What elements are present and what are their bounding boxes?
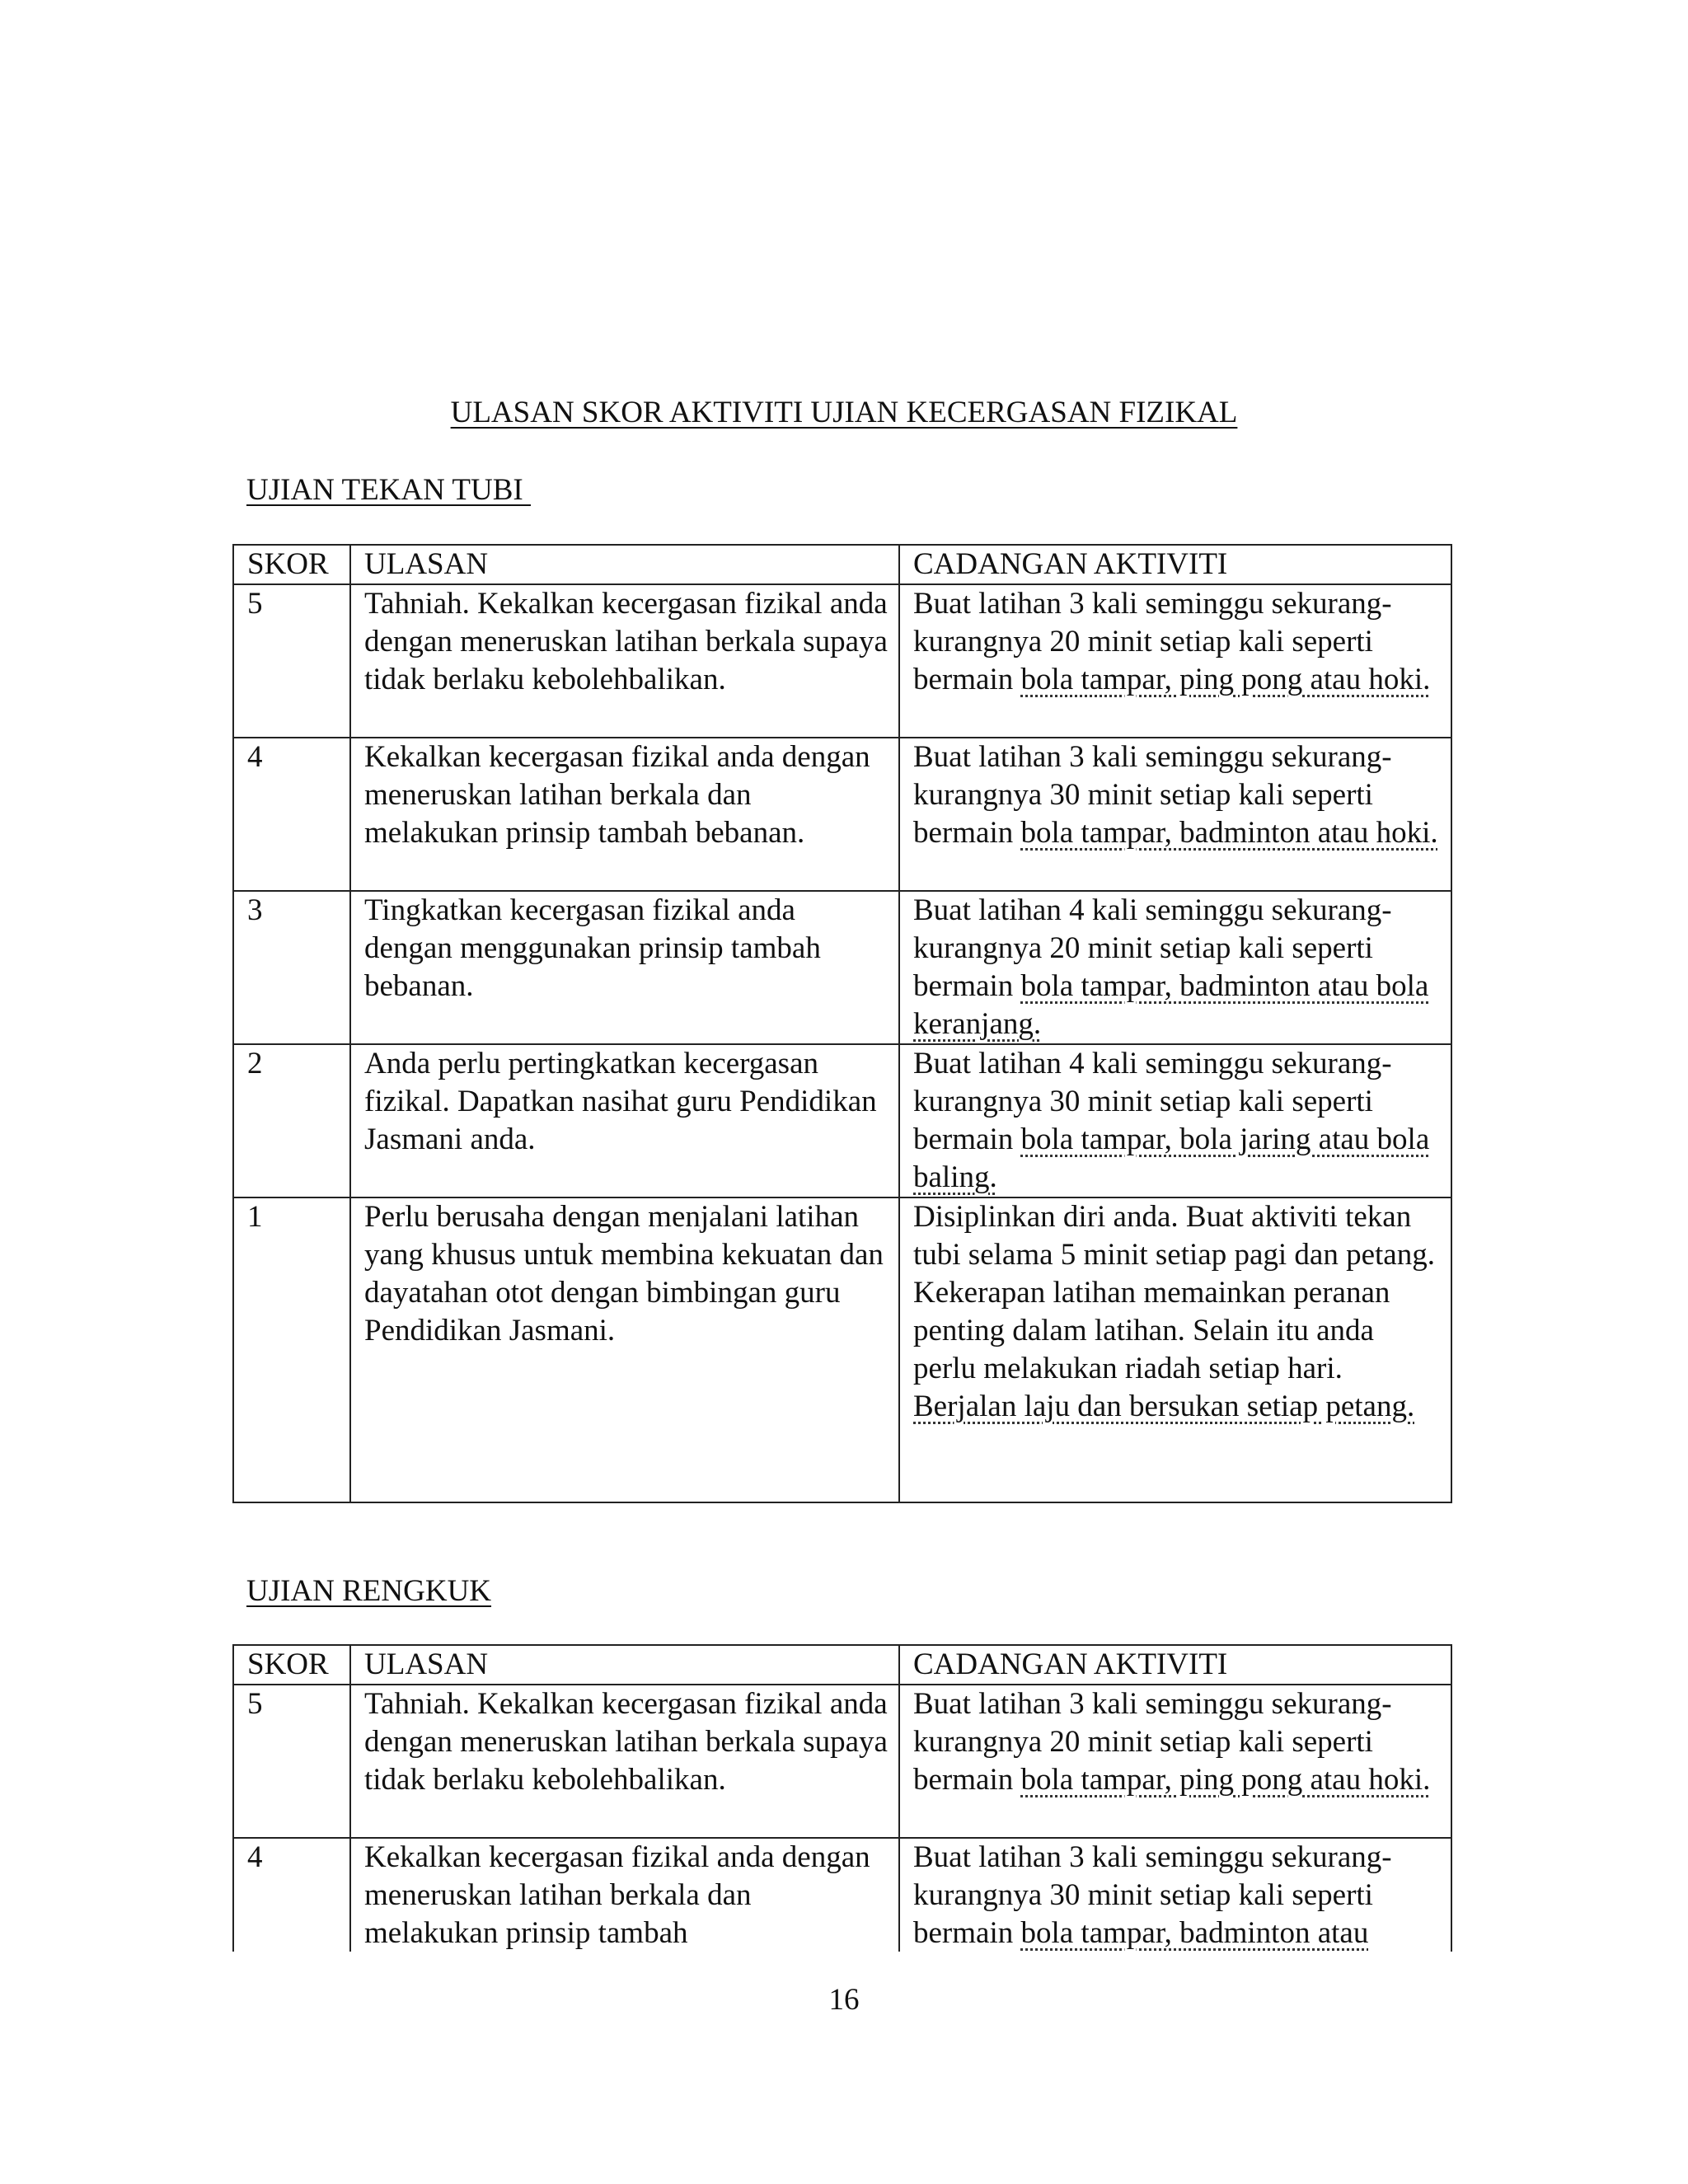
skor-cell: 2 <box>233 1044 350 1197</box>
cadangan-marked-text: bola tampar, badminton atau bola keranjang. <box>913 969 1429 1041</box>
column-header-cadangan: CADANGAN AKTIVITI <box>899 545 1451 584</box>
ulasan-cell: Tingkatkan kecergasan fizikal anda dengan menggunakan prinsip tambah bebanan. <box>350 891 899 1044</box>
skor-cell: 4 <box>233 738 350 891</box>
column-header-ulasan: ULASAN <box>350 1645 899 1685</box>
table-row <box>233 1685 1451 1838</box>
score-table-rengkuk <box>232 1644 1452 1952</box>
ulasan-cell: Kekalkan kecergasan fizikal anda dengan meneruskan latihan berkala dan melakukan prinsip tambah bebanan. <box>350 738 899 891</box>
cadangan-text: Buat latihan 3 kali seminggu sekurang-kurangnya 20 minit setiap kali seperti bermain <box>913 587 1392 696</box>
page-number: 16 <box>828 1983 860 2017</box>
cadangan-marked-text: bola tampar, ping pong atau hoki. <box>1020 663 1431 696</box>
column-header-skor: SKOR <box>233 1645 350 1685</box>
page-title: ULASAN SKOR AKTIVITI UJIAN KECERGASAN FIZIKAL <box>450 396 1238 429</box>
cadangan-text: Buat latihan 4 kali seminggu sekurang-kurangnya 20 minit setiap kali seperti bermain <box>913 893 1392 1003</box>
skor-cell: 5 <box>233 584 350 738</box>
column-header-ulasan: ULASAN <box>350 545 899 584</box>
column-header-cadangan: CADANGAN AKTIVITI <box>899 1645 1451 1685</box>
skor-cell: 5 <box>233 1685 350 1838</box>
skor-cell: 1 <box>233 1197 350 1502</box>
section-heading-tekan-tubi: UJIAN TEKAN TUBI <box>246 473 531 507</box>
section-heading-rengkuk: UJIAN RENGKUK <box>246 1574 492 1608</box>
ulasan-cell: Tahniah. Kekalkan kecergasan fizikal anda dengan meneruskan latihan berkala supaya tidak berlaku kebolehbalikan. <box>350 584 899 738</box>
cadangan-marked-text: bola tampar, badminton atau hoki. <box>1020 816 1438 850</box>
cadangan-marked-text: bola tampar, ping pong atau hoki. <box>1020 1763 1431 1797</box>
ulasan-cell: Perlu berusaha dengan menjalani latihan yang khusus untuk membina kekuatan dan dayatahan otot dengan bimbingan guru Pendidikan Jasmani. <box>350 1197 899 1502</box>
cadangan-cell <box>899 1685 1451 1838</box>
cadangan-text: Disiplinkan diri anda. Buat aktiviti tekan tubi selama 5 minit setiap pagi dan petang. Kekerapan latihan memainkan peranan penting dalam latihan. Selain itu anda perlu melakukan riadah setiap hari. <box>913 1200 1435 1385</box>
cadangan-text: Buat latihan 3 kali seminggu sekurang-kurangnya 30 minit setiap kali seperti bermain <box>913 740 1392 850</box>
cadangan-marked-text: bola tampar, bola jaring atau bola baling. <box>913 1122 1430 1194</box>
cadangan-marked-text: Berjalan laju dan bersukan setiap petang. <box>913 1390 1415 1423</box>
skor-cell: 3 <box>233 891 350 1044</box>
skor-cell: 4 <box>233 1838 350 1952</box>
ulasan-cell: Kekalkan kecergasan fizikal anda dengan meneruskan latihan berkala dan melakukan prinsip tambah <box>350 1838 899 1952</box>
column-header-skor: SKOR <box>233 545 350 584</box>
ulasan-cell: Anda perlu pertingkatkan kecergasan fizikal. Dapatkan nasihat guru Pendidikan Jasmani anda. <box>350 1044 899 1197</box>
cadangan-cell <box>899 1838 1451 1952</box>
cadangan-text: Buat latihan 3 kali seminggu sekurang-kurangnya 30 minit setiap kali seperti bermain <box>913 1840 1392 1950</box>
table-header-row <box>233 1645 1451 1685</box>
cadangan-text: Buat latihan 3 kali seminggu sekurang-kurangnya 20 minit setiap kali seperti bermain <box>913 1687 1392 1797</box>
cadangan-text: Buat latihan 4 kali seminggu sekurang-kurangnya 30 minit setiap kali seperti bermain <box>913 1047 1392 1156</box>
cadangan-marked-text: bola tampar, badminton atau <box>1020 1916 1369 1950</box>
table-row <box>233 1838 1451 1952</box>
ulasan-cell: Tahniah. Kekalkan kecergasan fizikal anda dengan meneruskan latihan berkala supaya tidak berlaku kebolehbalikan. <box>350 1685 899 1838</box>
